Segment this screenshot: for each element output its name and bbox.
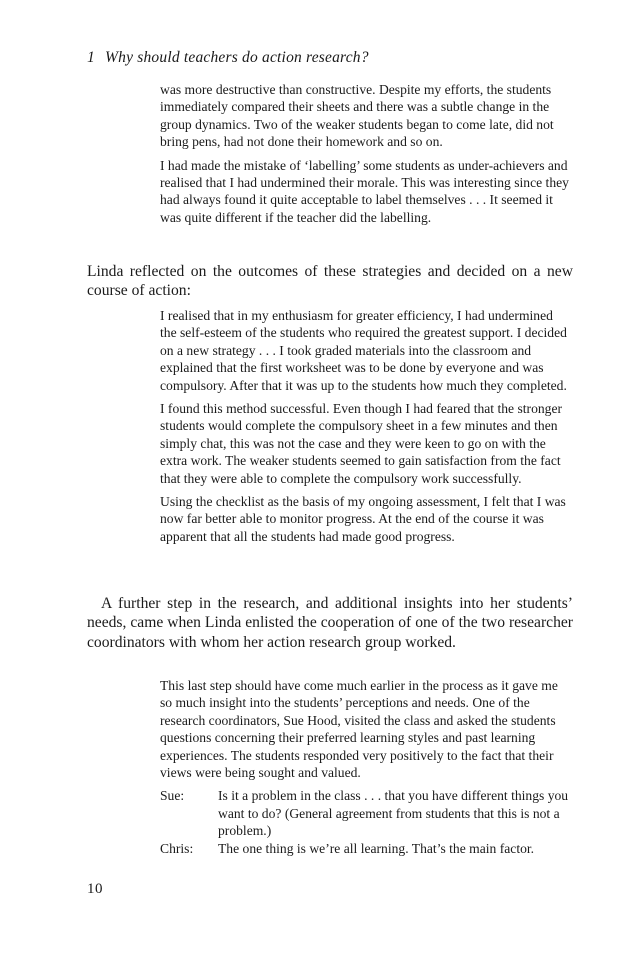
quote-paragraph: I found this method successful. Even though I had feared that the stronger students would complete the compulsory sheet in a few minutes and then simply chat, this was not the case and they were keen to go on with the extra work. The weaker students seemed to gain satisfaction from the fact that they were able to complete the compulsory work successfully.	[160, 401, 563, 486]
dialogue-row	[160, 787, 572, 839]
running-head	[87, 49, 577, 67]
quote-paragraph: I realised that in my enthusiasm for greater efficiency, I had undermined the self-esteem of the students who required the greatest support. I decided on a new strategy . . . I took graded materials into the classroom and explained that the first worksheet was to be done by everyone and was compulsory. After that it was up to the students how much they completed.	[160, 308, 567, 393]
speaker-name: Chris:	[160, 840, 194, 856]
page-number: 10	[87, 881, 103, 897]
body-text: Linda reflected on the outcomes of these strategies and decided on a new course of action:	[87, 263, 573, 300]
body-text: A further step in the research, and additional insights into her students’ needs, came when Linda enlisted the cooperation of one of the two researcher coordinators with whom her action research group worked.	[87, 595, 573, 651]
block-quote-3	[160, 677, 572, 857]
chapter-number: 1	[87, 49, 95, 66]
quote-paragraph: Using the checklist as the basis of my ongoing assessment, I felt that I was now far better able to monitor progress. At the end of the course it was apparent that all the students had made good progress.	[160, 494, 566, 544]
speaker-line: The one thing is we’re all learning. That’s the main factor.	[218, 840, 535, 856]
chapter-title: Why should teachers do action research?	[105, 49, 369, 66]
quote-paragraph: This last step should have come much earlier in the process as it gave me so much insight into the students’ perceptions and needs. One of the research coordinators, Sue Hood, visited the class and asked the students questions concerning their preferred learning styles and past learning experiences. The students responded very positively to the fact that their views were being sought and valued.	[160, 678, 558, 781]
speaker-line: Is it a problem in the class . . . that you have different things you want to do? (General agreement from students that this is not a problem.)	[218, 788, 569, 839]
dialogue-row	[160, 840, 572, 857]
dialogue	[160, 787, 572, 857]
speaker-name: Sue:	[160, 788, 185, 804]
block-quote-1	[160, 81, 572, 232]
quote-paragraph: I had made the mistake of ‘labelling’ some students as under-achievers and realised that I had undermined their morale. This was interesting since they had always found it quite acceptable to label themselves . . . It seemed it was quite different if the teacher did the labelling.	[160, 157, 569, 225]
body-paragraph-1	[87, 262, 573, 301]
quote-paragraph: was more destructive than constructive. Despite my efforts, the students immediately compared their sheets and there was a subtle change in the group dynamics. Two of the weaker students began to come late, did not bring pens, had not done their homework and so on.	[160, 82, 554, 150]
body-paragraph-2	[87, 594, 573, 652]
block-quote-2	[160, 307, 572, 551]
